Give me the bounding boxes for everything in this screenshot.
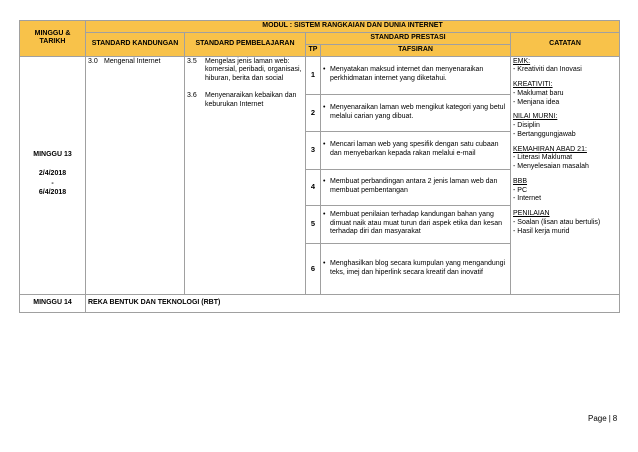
abad21-item: - Literasi Maklumat xyxy=(513,154,573,162)
bbb-item: - PC xyxy=(513,186,527,194)
week14-text: REKA BENTUK DAN TEKNOLOGI (RBT) xyxy=(86,294,620,312)
emk-item: - Kreativiti dan Inovasi xyxy=(513,66,582,74)
week-header-line1: MINGGU & xyxy=(34,29,71,37)
tp-header: TP xyxy=(306,44,321,56)
catatan-cell xyxy=(511,56,620,294)
nilai-heading: NILAI MURNI: xyxy=(513,113,558,121)
penilaian-heading: PENILAIAN xyxy=(513,210,550,217)
tp-number: 4 xyxy=(306,169,321,205)
week-date-header xyxy=(20,21,86,57)
tafsiran-text: Menyenaraikan laman web mengikut kategori yang betul melalui carian yang dibuat. xyxy=(330,103,506,120)
catatan-header: CATATAN xyxy=(511,33,620,57)
week13-date-end: 6/4/2018 xyxy=(38,189,67,197)
page-number: 8 xyxy=(612,414,618,423)
tafsiran-text: Membuat perbandingan antara 2 jenis laman web dan membuat pembentangan xyxy=(330,178,498,194)
nilai-item: - Disiplin xyxy=(513,122,540,129)
week14-label: MINGGU 14 xyxy=(20,294,86,312)
abad21-heading: KEMAHIRAN ABAD 21: xyxy=(513,145,587,153)
tafsiran-header: TAFSIRAN xyxy=(321,44,511,56)
kandungan-number: 3.0 xyxy=(88,57,98,65)
tp-number: 5 xyxy=(306,205,321,243)
standard-kandungan-header: STANDARD KANDUNGAN xyxy=(86,33,185,57)
bbb-item: - Internet xyxy=(513,195,542,203)
page-separator: | xyxy=(608,414,611,423)
tafsiran-cell xyxy=(321,131,511,169)
bullet-icon: • xyxy=(323,141,326,149)
tafsiran-text: Menghasilkan blog secara kumpulan yang mengandungi teks, imej dan hiperlink secara kreatif dan inovatif xyxy=(330,259,506,276)
bullet-icon: • xyxy=(323,103,326,111)
bullet-icon: • xyxy=(323,66,326,74)
week13-date-start: 2/4/2018 xyxy=(38,169,67,177)
nilai-item: - Bertanggungjawab xyxy=(513,130,576,138)
tafsiran-cell xyxy=(321,56,511,94)
standard-prestasi-header: STANDARD PRESTASI xyxy=(306,33,511,45)
week13-label: MINGGU 13 xyxy=(33,151,72,158)
pembelajaran-text: Mengelas jenis laman web: komersial, peribadi, organisasi, hiburan, berita dan social xyxy=(205,57,302,82)
tafsiran-cell xyxy=(321,169,511,205)
penilaian-item: - Hasil kerja murid xyxy=(513,227,570,235)
tafsiran-cell xyxy=(321,94,511,131)
tafsiran-cell xyxy=(321,243,511,294)
kreativiti-item: - Maklumat baru xyxy=(513,89,564,97)
kreativiti-item: - Menjana idea xyxy=(513,98,560,106)
pembelajaran-text: Menyenaraikan kebaikan dan keburukan Internet xyxy=(205,91,297,108)
page-label: Page xyxy=(588,414,607,423)
tafsiran-text: Membuat penilaian terhadap kandungan bahan yang dimuat naik atau muat turun dari aspek etika dan kesan terhadap diri dan masyarakat xyxy=(330,210,502,236)
kandungan-cell xyxy=(86,56,185,294)
tp-number: 3 xyxy=(306,131,321,169)
pembelajaran-number: 3.6 xyxy=(187,91,197,99)
tp-number: 2 xyxy=(306,94,321,131)
kandungan-text: Mengenal Internet xyxy=(104,57,161,65)
tafsiran-cell xyxy=(321,205,511,243)
tafsiran-text: Mencari laman web yang spesifik dengan satu cubaan dan menyebarkan kepada rakan melalui e-mail xyxy=(330,141,499,157)
pembelajaran-number: 3.5 xyxy=(187,57,197,65)
bbb-heading: BBB xyxy=(513,177,528,185)
tp-number: 1 xyxy=(306,56,321,94)
week13-label-cell xyxy=(20,56,86,294)
kreativiti-heading: KREATIVITI: xyxy=(513,81,553,88)
bullet-icon: • xyxy=(323,178,326,186)
page-footer xyxy=(588,414,617,423)
module-title: MODUL : SISTEM RANGKAIAN DAN DUNIA INTERNET xyxy=(86,21,620,33)
emk-heading: EMK: xyxy=(513,57,531,65)
lesson-plan-table xyxy=(19,20,620,313)
bullet-icon: • xyxy=(323,259,326,267)
pembelajaran-item xyxy=(187,58,303,84)
penilaian-item: - Soalan (lisan atau bertulis) xyxy=(513,218,601,226)
bullet-icon: • xyxy=(323,210,326,218)
week-header-line2: TARIKH xyxy=(39,38,66,46)
tafsiran-text: Menyatakan maksud internet dan menyenaraikan perkhidmatan internet yang diketahui. xyxy=(330,66,484,82)
pembelajaran-cell xyxy=(185,56,306,294)
abad21-item: - Menyelesaian masalah xyxy=(513,163,589,170)
pembelajaran-item xyxy=(187,92,303,110)
tp-number: 6 xyxy=(306,243,321,294)
week13-date-dash: - xyxy=(51,179,54,187)
standard-pembelajaran-header: STANDARD PEMBELAJARAN xyxy=(185,33,306,57)
